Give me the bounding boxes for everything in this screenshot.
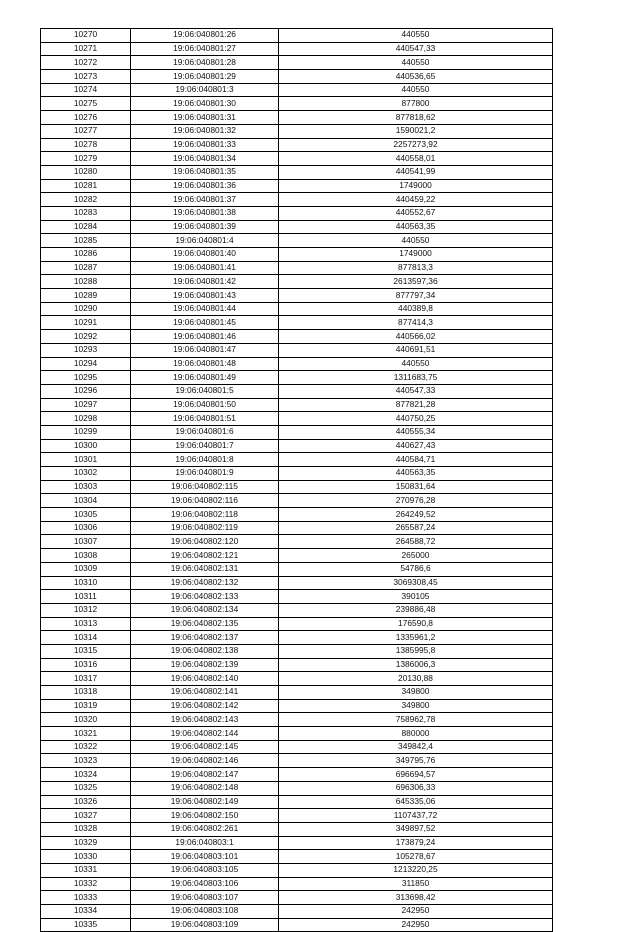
row-number-cell: 10331: [41, 863, 131, 877]
value-cell: 877414,3: [279, 316, 553, 330]
value-cell: 440547,33: [279, 42, 553, 56]
cadastral-number-cell: 19:06:040801:29: [131, 70, 279, 84]
cadastral-number-cell: 19:06:040801:39: [131, 220, 279, 234]
table-row: [41, 494, 553, 508]
value-cell: 758962,78: [279, 713, 553, 727]
cadastral-number-cell: 19:06:040802:150: [131, 809, 279, 823]
value-cell: 440627,43: [279, 439, 553, 453]
table-row: [41, 453, 553, 467]
row-number-cell: 10307: [41, 535, 131, 549]
value-cell: 440541,99: [279, 165, 553, 179]
row-number-cell: 10323: [41, 754, 131, 768]
row-number-cell: 10288: [41, 275, 131, 289]
row-number-cell: 10295: [41, 371, 131, 385]
cadastral-number-cell: 19:06:040801:38: [131, 206, 279, 220]
value-cell: 440584,71: [279, 453, 553, 467]
table-row: [41, 768, 553, 782]
cadastral-number-cell: 19:06:040801:50: [131, 398, 279, 412]
value-cell: 645335,06: [279, 795, 553, 809]
table-row: [41, 617, 553, 631]
value-cell: 1311683,75: [279, 371, 553, 385]
table-row: [41, 480, 553, 494]
cadastral-number-cell: 19:06:040803:108: [131, 905, 279, 919]
cadastral-number-cell: 19:06:040801:41: [131, 261, 279, 275]
row-number-cell: 10299: [41, 425, 131, 439]
value-cell: 242950: [279, 905, 553, 919]
cadastral-number-cell: 19:06:040801:4: [131, 234, 279, 248]
cadastral-number-cell: 19:06:040802:143: [131, 713, 279, 727]
value-cell: 877818,62: [279, 111, 553, 125]
cadastral-number-cell: 19:06:040803:109: [131, 918, 279, 932]
cadastral-number-cell: 19:06:040801:7: [131, 439, 279, 453]
cadastral-number-cell: 19:06:040801:46: [131, 330, 279, 344]
row-number-cell: 10335: [41, 918, 131, 932]
table-row: [41, 905, 553, 919]
row-number-cell: 10280: [41, 165, 131, 179]
value-cell: 440536,65: [279, 70, 553, 84]
row-number-cell: 10270: [41, 29, 131, 43]
cadastral-number-cell: 19:06:040802:115: [131, 480, 279, 494]
table-row: [41, 850, 553, 864]
cadastral-number-cell: 19:06:040802:135: [131, 617, 279, 631]
table-row: [41, 425, 553, 439]
value-cell: 349842,4: [279, 740, 553, 754]
value-cell: 176590,8: [279, 617, 553, 631]
row-number-cell: 10316: [41, 658, 131, 672]
row-number-cell: 10291: [41, 316, 131, 330]
row-number-cell: 10319: [41, 699, 131, 713]
cadastral-number-cell: 19:06:040801:34: [131, 152, 279, 166]
value-cell: 20130,88: [279, 672, 553, 686]
row-number-cell: 10283: [41, 206, 131, 220]
table-row: [41, 138, 553, 152]
value-cell: 3069308,45: [279, 576, 553, 590]
cadastral-number-cell: 19:06:040801:3: [131, 83, 279, 97]
row-number-cell: 10287: [41, 261, 131, 275]
table-row: [41, 822, 553, 836]
cadastral-number-cell: 19:06:040802:139: [131, 658, 279, 672]
cadastral-number-cell: 19:06:040803:107: [131, 891, 279, 905]
table-row: [41, 740, 553, 754]
row-number-cell: 10318: [41, 686, 131, 700]
value-cell: 880000: [279, 727, 553, 741]
table-row: [41, 179, 553, 193]
table-row: [41, 863, 553, 877]
row-number-cell: 10326: [41, 795, 131, 809]
value-cell: 440550: [279, 357, 553, 371]
row-number-cell: 10289: [41, 289, 131, 303]
table-row: [41, 275, 553, 289]
table-row: [41, 891, 553, 905]
cadastral-number-cell: 19:06:040801:27: [131, 42, 279, 56]
table-row: [41, 535, 553, 549]
value-cell: 440389,8: [279, 302, 553, 316]
table-row: [41, 699, 553, 713]
row-number-cell: 10292: [41, 330, 131, 344]
value-cell: 440547,33: [279, 384, 553, 398]
cadastral-number-cell: 19:06:040801:40: [131, 248, 279, 262]
row-number-cell: 10290: [41, 302, 131, 316]
value-cell: 1749000: [279, 179, 553, 193]
table-row: [41, 330, 553, 344]
cadastral-number-cell: 19:06:040801:44: [131, 302, 279, 316]
table-row: [41, 343, 553, 357]
value-cell: 313698,42: [279, 891, 553, 905]
value-cell: 239886,48: [279, 603, 553, 617]
table-row: [41, 83, 553, 97]
value-cell: 440563,35: [279, 467, 553, 481]
cadastral-value-table: [40, 28, 553, 932]
table-row: [41, 809, 553, 823]
cadastral-number-cell: 19:06:040802:140: [131, 672, 279, 686]
table-row: [41, 644, 553, 658]
value-cell: 242950: [279, 918, 553, 932]
table-row: [41, 97, 553, 111]
value-cell: 1107437,72: [279, 809, 553, 823]
row-number-cell: 10279: [41, 152, 131, 166]
value-cell: 265587,24: [279, 521, 553, 535]
table-row: [41, 29, 553, 43]
value-cell: 349795,76: [279, 754, 553, 768]
row-number-cell: 10305: [41, 508, 131, 522]
table-row: [41, 467, 553, 481]
cadastral-number-cell: 19:06:040802:137: [131, 631, 279, 645]
table-row: [41, 508, 553, 522]
value-cell: 1385995,8: [279, 644, 553, 658]
value-cell: 440550: [279, 56, 553, 70]
table-row: [41, 521, 553, 535]
value-cell: 440750,25: [279, 412, 553, 426]
table-row: [41, 261, 553, 275]
value-cell: 390105: [279, 590, 553, 604]
row-number-cell: 10284: [41, 220, 131, 234]
cadastral-number-cell: 19:06:040802:138: [131, 644, 279, 658]
value-cell: 150831,64: [279, 480, 553, 494]
cadastral-number-cell: 19:06:040801:30: [131, 97, 279, 111]
value-cell: 349800: [279, 686, 553, 700]
row-number-cell: 10277: [41, 124, 131, 138]
table-row: [41, 165, 553, 179]
row-number-cell: 10327: [41, 809, 131, 823]
value-cell: 440558,01: [279, 152, 553, 166]
value-cell: 440566,02: [279, 330, 553, 344]
value-cell: 877821,28: [279, 398, 553, 412]
cadastral-number-cell: 19:06:040802:133: [131, 590, 279, 604]
table-row: [41, 836, 553, 850]
row-number-cell: 10325: [41, 781, 131, 795]
row-number-cell: 10308: [41, 549, 131, 563]
row-number-cell: 10306: [41, 521, 131, 535]
cadastral-number-cell: 19:06:040801:32: [131, 124, 279, 138]
cadastral-number-cell: 19:06:040801:42: [131, 275, 279, 289]
row-number-cell: 10274: [41, 83, 131, 97]
table-row: [41, 562, 553, 576]
row-number-cell: 10294: [41, 357, 131, 371]
cadastral-number-cell: 19:06:040802:142: [131, 699, 279, 713]
value-cell: 696306,33: [279, 781, 553, 795]
cadastral-number-cell: 19:06:040801:36: [131, 179, 279, 193]
table-row: [41, 234, 553, 248]
value-cell: 440550: [279, 83, 553, 97]
row-number-cell: 10321: [41, 727, 131, 741]
table-row: [41, 918, 553, 932]
cadastral-number-cell: 19:06:040802:147: [131, 768, 279, 782]
value-cell: 2613597,36: [279, 275, 553, 289]
row-number-cell: 10286: [41, 248, 131, 262]
table-row: [41, 248, 553, 262]
table-row: [41, 631, 553, 645]
row-number-cell: 10282: [41, 193, 131, 207]
value-cell: 2257273,92: [279, 138, 553, 152]
cadastral-number-cell: 19:06:040801:48: [131, 357, 279, 371]
value-cell: 440550: [279, 29, 553, 43]
table-row: [41, 316, 553, 330]
row-number-cell: 10324: [41, 768, 131, 782]
row-number-cell: 10332: [41, 877, 131, 891]
row-number-cell: 10301: [41, 453, 131, 467]
value-cell: 311850: [279, 877, 553, 891]
row-number-cell: 10273: [41, 70, 131, 84]
row-number-cell: 10285: [41, 234, 131, 248]
row-number-cell: 10297: [41, 398, 131, 412]
value-cell: 877800: [279, 97, 553, 111]
cadastral-number-cell: 19:06:040801:51: [131, 412, 279, 426]
cadastral-number-cell: 19:06:040801:6: [131, 425, 279, 439]
table-row: [41, 371, 553, 385]
value-cell: 270976,28: [279, 494, 553, 508]
table-row: [41, 877, 553, 891]
table-row: [41, 795, 553, 809]
row-number-cell: 10334: [41, 905, 131, 919]
row-number-cell: 10298: [41, 412, 131, 426]
cadastral-number-cell: 19:06:040801:33: [131, 138, 279, 152]
table-row: [41, 302, 553, 316]
cadastral-number-cell: 19:06:040801:31: [131, 111, 279, 125]
value-cell: 440552,67: [279, 206, 553, 220]
value-cell: 1386006,3: [279, 658, 553, 672]
cadastral-number-cell: 19:06:040801:28: [131, 56, 279, 70]
value-cell: 264588,72: [279, 535, 553, 549]
cadastral-number-cell: 19:06:040802:261: [131, 822, 279, 836]
cadastral-number-cell: 19:06:040802:148: [131, 781, 279, 795]
row-number-cell: 10322: [41, 740, 131, 754]
cadastral-number-cell: 19:06:040802:134: [131, 603, 279, 617]
value-cell: 349897,52: [279, 822, 553, 836]
row-number-cell: 10311: [41, 590, 131, 604]
value-cell: 440550: [279, 234, 553, 248]
cadastral-number-cell: 19:06:040802:149: [131, 795, 279, 809]
cadastral-number-cell: 19:06:040802:116: [131, 494, 279, 508]
cadastral-number-cell: 19:06:040801:5: [131, 384, 279, 398]
cadastral-number-cell: 19:06:040803:105: [131, 863, 279, 877]
row-number-cell: 10272: [41, 56, 131, 70]
value-cell: 440555,34: [279, 425, 553, 439]
table-row: [41, 70, 553, 84]
value-cell: 877813,3: [279, 261, 553, 275]
table-row: [41, 672, 553, 686]
table-row: [41, 754, 553, 768]
table-row: [41, 56, 553, 70]
row-number-cell: 10310: [41, 576, 131, 590]
row-number-cell: 10271: [41, 42, 131, 56]
table-row: [41, 576, 553, 590]
table-row: [41, 357, 553, 371]
row-number-cell: 10329: [41, 836, 131, 850]
table-row: [41, 590, 553, 604]
cadastral-number-cell: 19:06:040801:8: [131, 453, 279, 467]
value-cell: 440563,35: [279, 220, 553, 234]
row-number-cell: 10293: [41, 343, 131, 357]
row-number-cell: 10303: [41, 480, 131, 494]
cadastral-number-cell: 19:06:040802:145: [131, 740, 279, 754]
table-row: [41, 781, 553, 795]
table-row: [41, 549, 553, 563]
cadastral-number-cell: 19:06:040802:119: [131, 521, 279, 535]
table-row: [41, 220, 553, 234]
cadastral-number-cell: 19:06:040802:131: [131, 562, 279, 576]
row-number-cell: 10328: [41, 822, 131, 836]
table-row: [41, 111, 553, 125]
value-cell: 696694,57: [279, 768, 553, 782]
value-cell: 440691,51: [279, 343, 553, 357]
cadastral-number-cell: 19:06:040801:47: [131, 343, 279, 357]
row-number-cell: 10320: [41, 713, 131, 727]
table-row: [41, 42, 553, 56]
table-row: [41, 727, 553, 741]
cadastral-number-cell: 19:06:040802:146: [131, 754, 279, 768]
table-row: [41, 289, 553, 303]
cadastral-number-cell: 19:06:040802:120: [131, 535, 279, 549]
cadastral-number-cell: 19:06:040803:101: [131, 850, 279, 864]
cadastral-number-cell: 19:06:040801:26: [131, 29, 279, 43]
row-number-cell: 10296: [41, 384, 131, 398]
row-number-cell: 10281: [41, 179, 131, 193]
table-row: [41, 658, 553, 672]
value-cell: 105278,67: [279, 850, 553, 864]
table-row: [41, 603, 553, 617]
row-number-cell: 10300: [41, 439, 131, 453]
table-row: [41, 384, 553, 398]
table-row: [41, 412, 553, 426]
row-number-cell: 10330: [41, 850, 131, 864]
table-row: [41, 713, 553, 727]
cadastral-number-cell: 19:06:040801:9: [131, 467, 279, 481]
table-body: [41, 29, 553, 932]
cadastral-number-cell: 19:06:040803:106: [131, 877, 279, 891]
value-cell: 1213220,25: [279, 863, 553, 877]
table-row: [41, 124, 553, 138]
row-number-cell: 10278: [41, 138, 131, 152]
cadastral-number-cell: 19:06:040801:37: [131, 193, 279, 207]
table-row: [41, 398, 553, 412]
table-row: [41, 439, 553, 453]
row-number-cell: 10315: [41, 644, 131, 658]
row-number-cell: 10302: [41, 467, 131, 481]
value-cell: 264249,52: [279, 508, 553, 522]
table-row: [41, 686, 553, 700]
table-row: [41, 206, 553, 220]
row-number-cell: 10312: [41, 603, 131, 617]
value-cell: 173879,24: [279, 836, 553, 850]
cadastral-number-cell: 19:06:040802:141: [131, 686, 279, 700]
row-number-cell: 10309: [41, 562, 131, 576]
cadastral-number-cell: 19:06:040801:43: [131, 289, 279, 303]
table-row: [41, 152, 553, 166]
cadastral-number-cell: 19:06:040803:1: [131, 836, 279, 850]
cadastral-number-cell: 19:06:040802:132: [131, 576, 279, 590]
value-cell: 349800: [279, 699, 553, 713]
table-row: [41, 193, 553, 207]
cadastral-number-cell: 19:06:040801:49: [131, 371, 279, 385]
cadastral-number-cell: 19:06:040802:118: [131, 508, 279, 522]
value-cell: 1335961,2: [279, 631, 553, 645]
value-cell: 440459,22: [279, 193, 553, 207]
value-cell: 265000: [279, 549, 553, 563]
cadastral-number-cell: 19:06:040801:35: [131, 165, 279, 179]
row-number-cell: 10276: [41, 111, 131, 125]
row-number-cell: 10317: [41, 672, 131, 686]
cadastral-number-cell: 19:06:040802:121: [131, 549, 279, 563]
value-cell: 877797,34: [279, 289, 553, 303]
row-number-cell: 10314: [41, 631, 131, 645]
row-number-cell: 10275: [41, 97, 131, 111]
value-cell: 1749000: [279, 248, 553, 262]
value-cell: 54786,6: [279, 562, 553, 576]
row-number-cell: 10333: [41, 891, 131, 905]
row-number-cell: 10313: [41, 617, 131, 631]
value-cell: 1590021,2: [279, 124, 553, 138]
cadastral-number-cell: 19:06:040801:45: [131, 316, 279, 330]
cadastral-number-cell: 19:06:040802:144: [131, 727, 279, 741]
row-number-cell: 10304: [41, 494, 131, 508]
